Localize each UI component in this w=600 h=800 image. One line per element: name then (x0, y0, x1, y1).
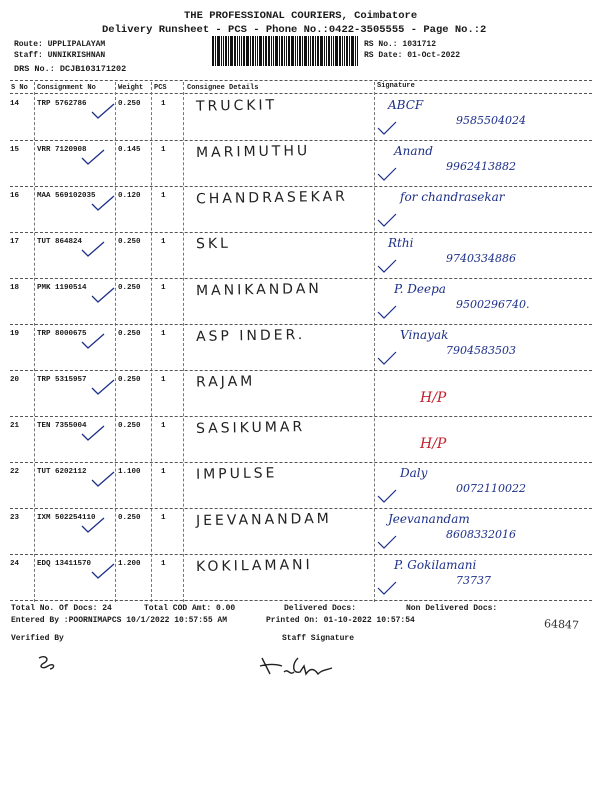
runsheet-subtitle: Delivery Runsheet - PCS - Phone No.:0422-3505555 - Page No.:2 (102, 24, 487, 36)
drs-number: DRS No.: DCJB103171202 (14, 64, 127, 74)
pieces: 1 (161, 330, 166, 338)
weight: 0.250 (118, 330, 141, 338)
header-bottom-rule (10, 93, 592, 94)
company-title: THE PROFESSIONAL COURIERS, Coimbatore (184, 10, 418, 22)
consignment-number: EDQ 13411570 (37, 560, 92, 568)
row-divider (10, 140, 592, 141)
serial-number: 21 (10, 422, 20, 430)
pieces: 1 (161, 560, 166, 568)
serial-number: 19 (10, 330, 20, 338)
weight: 1.200 (118, 560, 141, 568)
signature-check-icon (376, 534, 398, 550)
signature-check-icon (376, 166, 398, 182)
row-divider (10, 232, 592, 233)
staff-signature-label: Staff Signature (282, 634, 355, 643)
phone-number: 8608332016 (446, 528, 516, 541)
table-row (10, 326, 592, 372)
signature-check-icon (376, 350, 398, 366)
consignment-number: TRP 5315957 (37, 376, 87, 384)
consignee-name: ASP INDER. (195, 327, 306, 345)
serial-number: 17 (10, 238, 20, 246)
consignment-number: TUT 6202112 (37, 468, 87, 476)
check-mark-icon (90, 194, 116, 212)
signature-check-icon (376, 488, 398, 504)
weight: 0.250 (118, 100, 141, 108)
check-mark-icon (80, 240, 106, 258)
check-mark-icon (80, 332, 106, 350)
table-row (10, 556, 592, 602)
table-row (10, 510, 592, 556)
check-mark-icon (90, 102, 116, 120)
serial-number: 15 (10, 146, 20, 154)
verified-initials (36, 654, 60, 672)
consignee-name: SKL (195, 235, 232, 253)
pieces: 1 (161, 100, 166, 108)
weight: 0.250 (118, 422, 141, 430)
consignment-number: TRP 8000675 (37, 330, 87, 338)
pieces: 1 (161, 468, 166, 476)
table-row (10, 234, 592, 280)
consignee-name: JEEVANANDAM (195, 510, 332, 530)
consignee-name: TRUCKIT (195, 97, 278, 115)
signature: H/P (420, 436, 447, 452)
non-delivered-docs: Non Delivered Docs: (406, 604, 498, 613)
table-row (10, 418, 592, 464)
handwritten-number: 64847 (543, 617, 580, 632)
total-cod: Total COD Amt: 0.00 (144, 604, 236, 613)
serial-number: 22 (10, 468, 20, 476)
check-mark-icon (80, 516, 106, 534)
weight: 0.250 (118, 376, 141, 384)
consignee-name: KOKILAMANI (195, 556, 313, 576)
rs-date: RS Date: 01-Oct-2022 (364, 51, 461, 60)
staff-signature (258, 652, 338, 682)
table-row (10, 372, 592, 418)
col-sno: S No (11, 84, 28, 92)
weight: 0.250 (118, 238, 141, 246)
check-mark-icon (90, 286, 116, 304)
signature: ABCF (388, 98, 424, 112)
total-docs: Total No. Of Docs: 24 (11, 604, 112, 613)
weight: 0.145 (118, 146, 141, 154)
delivered-docs: Delivered Docs: (284, 604, 357, 613)
table-row (10, 464, 592, 510)
row-divider (10, 186, 592, 187)
signature: Vinayak (400, 328, 449, 342)
consignee-name: SASIKUMAR (195, 419, 306, 437)
row-divider (10, 554, 592, 555)
col-signature: Signature (377, 82, 415, 90)
signature: for chandrasekar (400, 190, 505, 204)
check-mark-icon (90, 378, 116, 396)
phone-number: 73737 (456, 574, 491, 587)
consignee-name: MARIMUTHU (195, 143, 311, 161)
col-consignment: Consignment No (37, 84, 96, 92)
phone-number: 9500296740. (456, 298, 530, 311)
row-divider (10, 416, 592, 417)
signature: Jeevanandam (388, 512, 470, 526)
col-weight: Weight (118, 84, 144, 92)
pieces: 1 (161, 238, 166, 246)
check-mark-icon (80, 148, 106, 166)
row-divider (10, 508, 592, 509)
entered-by: Entered By :POORNIMAPCS 10/1/2022 10:57:55 AM (11, 616, 228, 625)
barcode (212, 36, 362, 66)
pieces: 1 (161, 422, 166, 430)
consignment-number: PMK 1190514 (37, 284, 87, 292)
phone-number: 7904583503 (446, 344, 516, 357)
consignee-name: RAJAM (195, 373, 256, 391)
weight: 0.250 (118, 514, 141, 522)
row-divider (10, 278, 592, 279)
serial-number: 16 (10, 192, 20, 200)
signature: Anand (394, 144, 433, 158)
signature-check-icon (376, 212, 398, 228)
consignment-number: TRP 5762786 (37, 100, 87, 108)
table-row (10, 96, 592, 142)
phone-number: 9740334886 (446, 252, 516, 265)
consignment-number: VRR 7120908 (37, 146, 87, 154)
route-label: Route: UPPLIPALAYAM (14, 40, 106, 49)
signature: H/P (420, 390, 447, 406)
signature: Rthi (388, 236, 414, 250)
verified-by: Verified By (11, 634, 64, 643)
weight: 0.120 (118, 192, 141, 200)
pieces: 1 (161, 284, 166, 292)
consignee-name: CHANDRASEKAR (195, 188, 348, 208)
signature-check-icon (376, 120, 398, 136)
signature-check-icon (376, 304, 398, 320)
table-row (10, 142, 592, 188)
col-pcs: PCS (154, 84, 167, 92)
check-mark-icon (80, 424, 106, 442)
signature-check-icon (376, 258, 398, 274)
row-divider (10, 370, 592, 371)
consignment-number: TUT 864824 (37, 238, 83, 246)
phone-number: 0072110022 (456, 482, 526, 495)
consignment-number: IXM 502254110 (37, 514, 96, 522)
table-row (10, 188, 592, 234)
serial-number: 24 (10, 560, 20, 568)
serial-number: 23 (10, 514, 20, 522)
header-top-rule (10, 80, 592, 81)
pieces: 1 (161, 514, 166, 522)
consignment-number: MAA 569102035 (37, 192, 96, 200)
serial-number: 18 (10, 284, 20, 292)
phone-number: 9585504024 (456, 114, 526, 127)
signature: P. Gokilamani (394, 558, 477, 572)
staff-label: Staff: UNNIKRISHNAN (14, 51, 106, 60)
table-row (10, 280, 592, 326)
serial-number: 14 (10, 100, 20, 108)
serial-number: 20 (10, 376, 20, 384)
row-divider (10, 324, 592, 325)
check-mark-icon (90, 562, 116, 580)
consignee-name: IMPULSE (195, 465, 278, 483)
weight: 0.250 (118, 284, 141, 292)
signature: Daly (400, 466, 428, 480)
signature: P. Deepa (394, 282, 446, 296)
check-mark-icon (90, 470, 116, 488)
weight: 1.100 (118, 468, 141, 476)
pieces: 1 (161, 192, 166, 200)
row-divider (10, 462, 592, 463)
pieces: 1 (161, 146, 166, 154)
phone-number: 9962413882 (446, 160, 516, 173)
consignee-name: MANIKANDAN (195, 280, 322, 300)
rs-number: RS No.: 1031712 (364, 40, 437, 49)
consignment-number: TEN 7355004 (37, 422, 87, 430)
pieces: 1 (161, 376, 166, 384)
printed-on: Printed On: 01-10-2022 10:57:54 (266, 616, 415, 625)
signature-check-icon (376, 580, 398, 596)
footer-rule (10, 600, 592, 601)
col-consignee: Consignee Details (187, 84, 259, 92)
